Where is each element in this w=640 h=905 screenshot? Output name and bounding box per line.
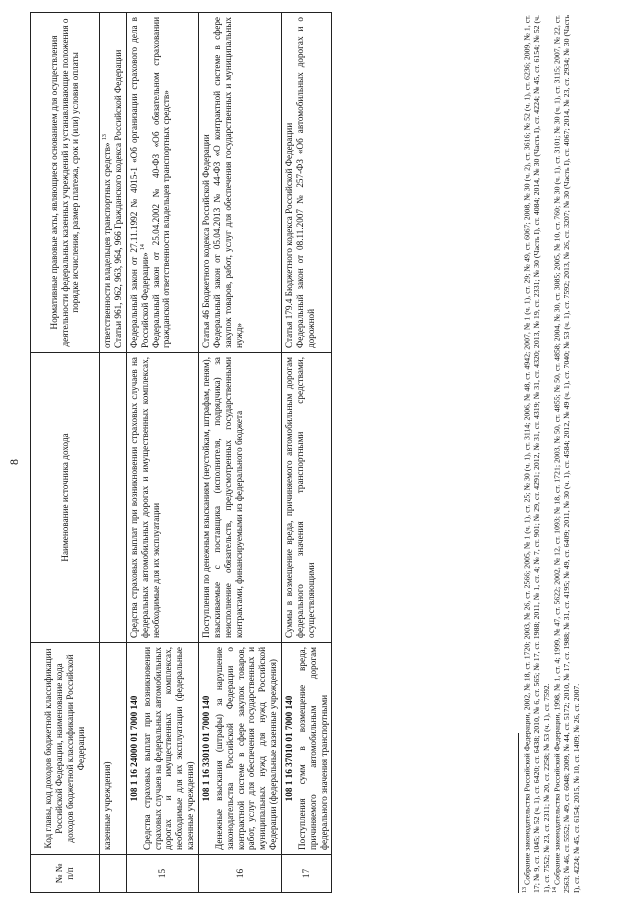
acts-text: ответственности владельцев транспортных средств»: [102, 142, 113, 348]
header-source: Наименование источника дохода: [31, 353, 100, 643]
footnote-mark: 13: [522, 887, 528, 893]
cell-source: Суммы в возмещение вреда, причиняемого автомобильным дорогам федерального значения транспортными средствами, осуществляющими: [281, 353, 331, 643]
footnote-ref: 14: [139, 244, 146, 251]
cell-num: 15: [126, 855, 198, 893]
acts-text: Федеральный закон от 05.04.2013 № 44-ФЗ «О контрактной системе в сфере закупок товаров, работ, услуг для обеспечения государственных и муниципальных нужд»: [211, 17, 244, 348]
table-row-continuation: [100, 13, 127, 893]
page-number: 8: [7, 459, 21, 465]
cell-acts: [198, 13, 281, 353]
revenue-table: [30, 12, 332, 893]
cell-source: Средства страховых выплат при возникновении страховых случаев на федеральных автомобильных дорогах и имущественных комплексах, необходимые для их эксплуатации: [126, 353, 198, 643]
footnote: [552, 15, 581, 893]
header-code: Код главы, код доходов бюджетной классификации Российской Федерации, наименование кода доходов бюджетной классификации Российской Федерации: [31, 643, 100, 855]
footnote-text: Собрание законодательства Российской Федерации, 2002, № 18, ст. 1720; 2003, № 26, ст. 2566; 2005, № 1 (ч. 1), ст. 25; № 30 (ч. 1), ст. 3114; 2006, № 48, ст. 4942; 2007, № 1 (ч. 1), ст. 29; № 49, ст. 6067; 2008, № 30 (ч. 2), ст. 3616; № 52 (ч. 1), ст. 6236; 2009, № 1, ст. 17; № 9, ст. 1045; № 52 (ч. 1), ст. 6420; ст. 6438; 2010, № 6, ст. 565; № 17, ст. 1988; 2011, № 1, ст. 4; № 7, ст. 901; № 29, ст. 4291; 2012, № 31, ст. 4319; № 31, ст. 4320; 2013, № 19, ст. 2331; № 30 (Часть I), ст. 4084; 2014, № 30 (Часть I), ст. 4224; № 45, ст. 6154; № 52 (ч. 1), ст. 7552; № 23, ст. 2311; № 20, ст. 2258; № 53 (ч. 1), ст. 7592.: [522, 15, 551, 893]
acts-text: Федеральный закон от 25.04.2002 № 40-ФЗ «Об обязательном страховании гражданской ответственности владельцев транспортных средств»: [150, 17, 172, 348]
footnote-divider: [518, 733, 519, 893]
cell-code: [126, 643, 198, 855]
cell-num: 16: [198, 855, 281, 893]
footnote-text: Собрание законодательства Российской Федерации, 1998, № 1, ст. 4; 1999, № 47, ст. 5622; 2002, № 12, ст. 1093; № 18, ст. 1721; 2003, № 50, ст. 4855; № 50, ст. 4858; 2004, № 30, ст. 3085; 2005, № 10, ст. 760; № 30 (ч. 1), ст. 3101; № 30 (ч. 1), ст. 3115; 2007, № 22, ст. 2563; № 46, ст. 5552; № 49, ст. 6048; 2009, № 44, ст. 5172; 2010, № 17, ст. 1988; № 31, ст. 4195; № 49, ст. 6409; 2011, № 30 (ч. 1), ст. 4584; 2012, № 49 (ч. 1), ст. 7040; № 53 (ч. 1), ст. 7592; 2013, № 26, ст. 3207; № 30 (Часть I), ст. 4067; 2014, № 23, ст. 2934; № 30 (Часть I), ст. 4224; № 45, ст. 6154; 2015, № 10, ст. 1409; № 26, ст. 2007.: [552, 15, 581, 893]
footnote: [522, 15, 551, 893]
cell-code: [281, 643, 331, 855]
acts-text: Статья 46 Бюджетного кодекса Российской Федерации: [200, 134, 211, 348]
code-description: Средства страховых выплат при возникновении страховых случаев на федеральных автомобильных дорогах и имущественных комплексах, необходимые для их эксплуатации (федеральные казенные учреждения): [141, 647, 196, 850]
footnotes: [518, 15, 582, 893]
acts-text: Федеральный закон от 08.11.2007 № 257-ФЗ «Об автомобильных дорогах и о дорожной: [294, 17, 316, 348]
cell-acts: [126, 13, 198, 353]
acts-text: Статьи 961, 962, 963, 964, 966 Гражданского кодекса Российской Федерации: [112, 49, 123, 348]
footnote-ref: 13: [102, 134, 108, 141]
cell-acts-continuation: [100, 13, 127, 353]
table-row: [198, 13, 281, 893]
table-row: [281, 13, 331, 893]
acts-text: Федеральный закон от 27.11.1992 № 4015-1 «Об организации страхового дела в Российской Федерации»: [128, 17, 150, 348]
code-description: Денежные взыскания (штрафы) за нарушение законодательства Российской Федерации о контрактной системе в сфере закупок товаров, работ, услуг для обеспечения государственных и муниципальных нужд для нужд Российской Федерации (федеральные казенные учреждения): [213, 647, 279, 850]
cell-acts: [281, 13, 331, 353]
cell-source: [100, 353, 127, 643]
cell-code-continuation: казенные учреждения): [100, 643, 127, 855]
header-num: № № п/п: [31, 855, 100, 893]
table-header-row: [31, 13, 100, 893]
revenue-code: 108 1 16 37010 01 7000 140: [283, 695, 294, 802]
cell-num: 17: [281, 855, 331, 893]
revenue-code: 108 1 16 33010 01 7000 140: [200, 695, 211, 802]
cell-num: [100, 855, 127, 893]
footnote-mark: 14: [552, 887, 559, 893]
header-acts: Нормативные правовые акты, являющиеся основанием для осуществления деятельности федеральных казенных учреждений и устанавливающие положения о порядке исчисления, размер платежа, срок и (или) условия оплаты: [31, 13, 100, 353]
revenue-code: 108 1 16 24000 01 7000 140: [128, 695, 139, 802]
cell-source: Поступления по денежным взысканиям (неустойкам, штрафам, пеням), взыскиваемые с поставщика (исполнителя, подрядчика) за неисполнение обязательств, предусмотренных государственными контрактами, финансируемыми из федерального бюджета: [198, 353, 281, 643]
code-description: Поступления сумм в возмещение вреда, причиняемого автомобильным дорогам федерального значения транспортными: [296, 647, 329, 850]
acts-text: Статья 179.4 Бюджетного кодекса Российской Федерации: [283, 122, 294, 348]
table-row: [126, 13, 198, 893]
cell-code: [198, 643, 281, 855]
